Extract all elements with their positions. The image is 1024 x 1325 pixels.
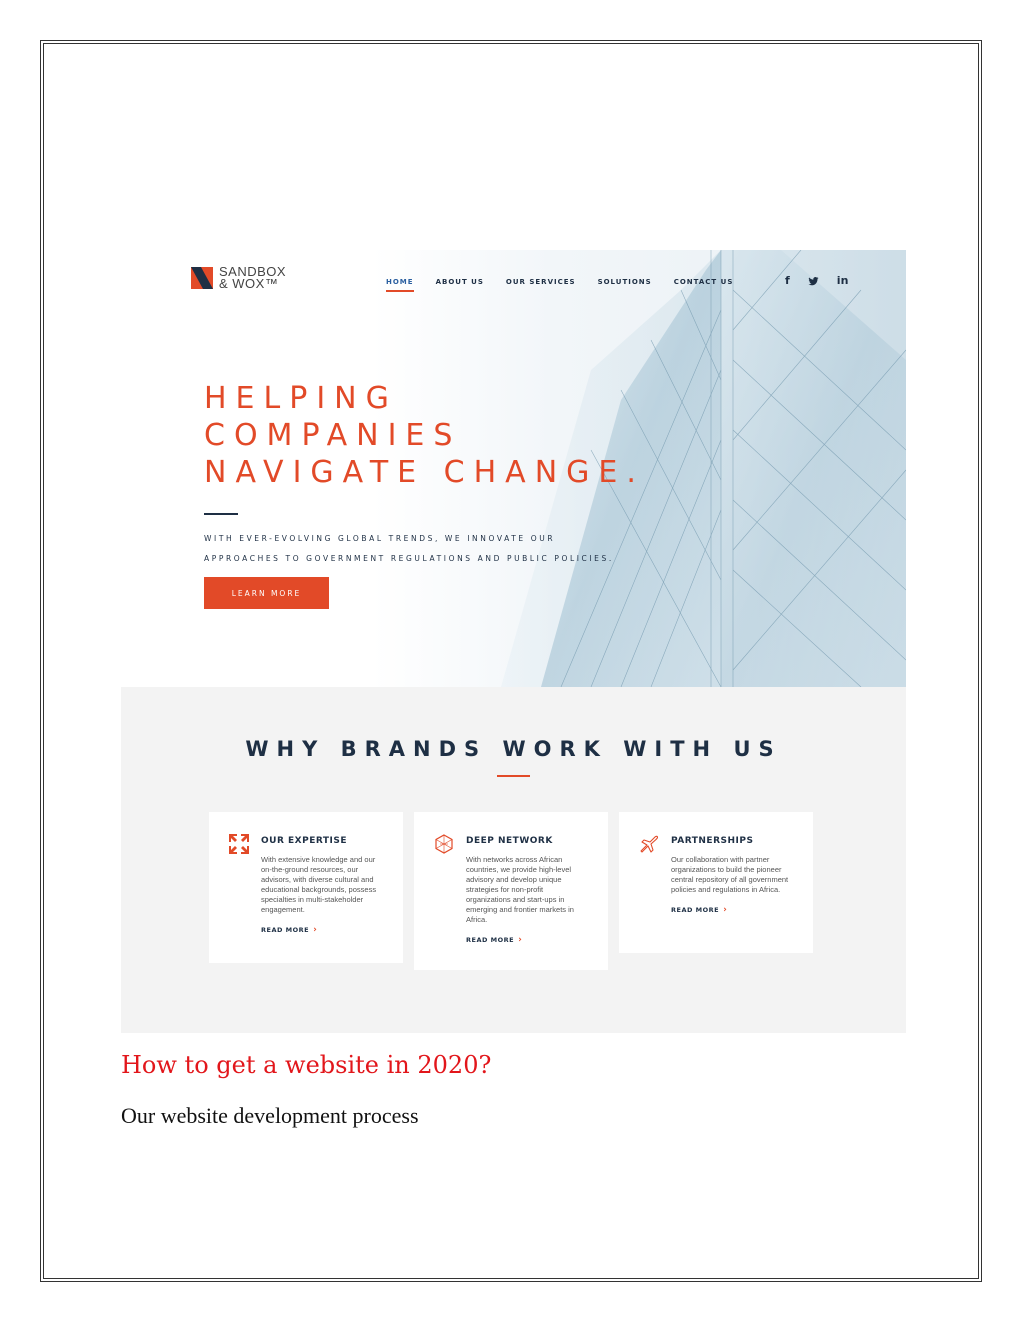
hero-divider bbox=[204, 513, 238, 515]
read-more-link[interactable]: READ MORE › bbox=[671, 905, 728, 915]
read-more-link[interactable]: READ MORE › bbox=[466, 935, 523, 945]
card-network bbox=[414, 812, 608, 970]
headline-line-3: NAVIGATE CHANGE. bbox=[204, 455, 645, 490]
plane-icon bbox=[639, 834, 659, 854]
logo-line-2: & WOX™ bbox=[219, 276, 279, 291]
main-nav bbox=[386, 278, 733, 292]
card-text: With networks across African countries, we provide high-level advisory and develop unique strategies for non-profit organizations and start-ups in emerging and frontier markets in Africa. bbox=[466, 855, 574, 924]
learn-more-button[interactable]: LEARN MORE bbox=[204, 577, 329, 609]
card-title: DEEP NETWORK bbox=[466, 836, 553, 846]
facebook-icon[interactable]: f bbox=[785, 274, 790, 287]
logo-mark-icon bbox=[191, 267, 213, 289]
nav-contact-us[interactable]: CONTACT US bbox=[673, 278, 734, 286]
card-title: OUR EXPERTISE bbox=[261, 836, 347, 846]
social-links bbox=[785, 274, 848, 287]
logo[interactable] bbox=[191, 266, 286, 290]
card-title: PARTNERSHIPS bbox=[671, 836, 754, 846]
card-text: Our collaboration with partner organizations to build the pioneer central repository of all government policies and regulations in Africa. bbox=[671, 855, 789, 894]
hero-subline bbox=[204, 529, 614, 569]
twitter-icon[interactable] bbox=[808, 276, 819, 287]
hero-section bbox=[121, 250, 906, 687]
hero-headline bbox=[204, 380, 645, 491]
nav-our-services[interactable]: OUR SERVICES bbox=[505, 278, 576, 286]
read-more-link[interactable]: READ MORE › bbox=[261, 925, 318, 935]
logo-line-1: SANDBOX bbox=[219, 264, 287, 279]
why-brands-title: WHY BRANDS WORK WITH US bbox=[245, 737, 782, 761]
card-partnerships bbox=[619, 812, 813, 953]
document-subheading: Our website development process bbox=[121, 1103, 419, 1128]
website-screenshot bbox=[121, 250, 906, 1033]
card-expertise bbox=[209, 812, 403, 963]
document-heading: How to get a website in 2020? bbox=[121, 1051, 492, 1079]
nav-about-us[interactable]: ABOUT US bbox=[435, 278, 484, 286]
network-hexagon-icon bbox=[434, 834, 454, 854]
chevron-right-icon: › bbox=[723, 905, 728, 915]
subline-line-2: APPROACHES TO GOVERNMENT REGULATIONS AND PUBLIC POLICIES. bbox=[204, 554, 614, 563]
why-divider bbox=[497, 775, 530, 777]
nav-solutions[interactable]: SOLUTIONS bbox=[597, 278, 652, 286]
subline-line-1: WITH EVER-EVOLVING GLOBAL TRENDS, WE INNOVATE OUR bbox=[204, 534, 556, 543]
headline-line-2: COMPANIES bbox=[204, 418, 462, 453]
linkedin-icon[interactable]: in bbox=[836, 274, 849, 287]
nav-home[interactable]: HOME bbox=[386, 278, 414, 292]
chevron-right-icon: › bbox=[313, 925, 318, 935]
arrows-converge-icon bbox=[229, 834, 249, 854]
card-text: With extensive knowledge and our on-the-ground resources, our advisors, with diverse cultural and educational backgrounds, possess specialties in multi-stakeholder engagement. bbox=[261, 855, 377, 914]
chevron-right-icon: › bbox=[518, 935, 523, 945]
headline-line-1: HELPING bbox=[204, 381, 398, 416]
